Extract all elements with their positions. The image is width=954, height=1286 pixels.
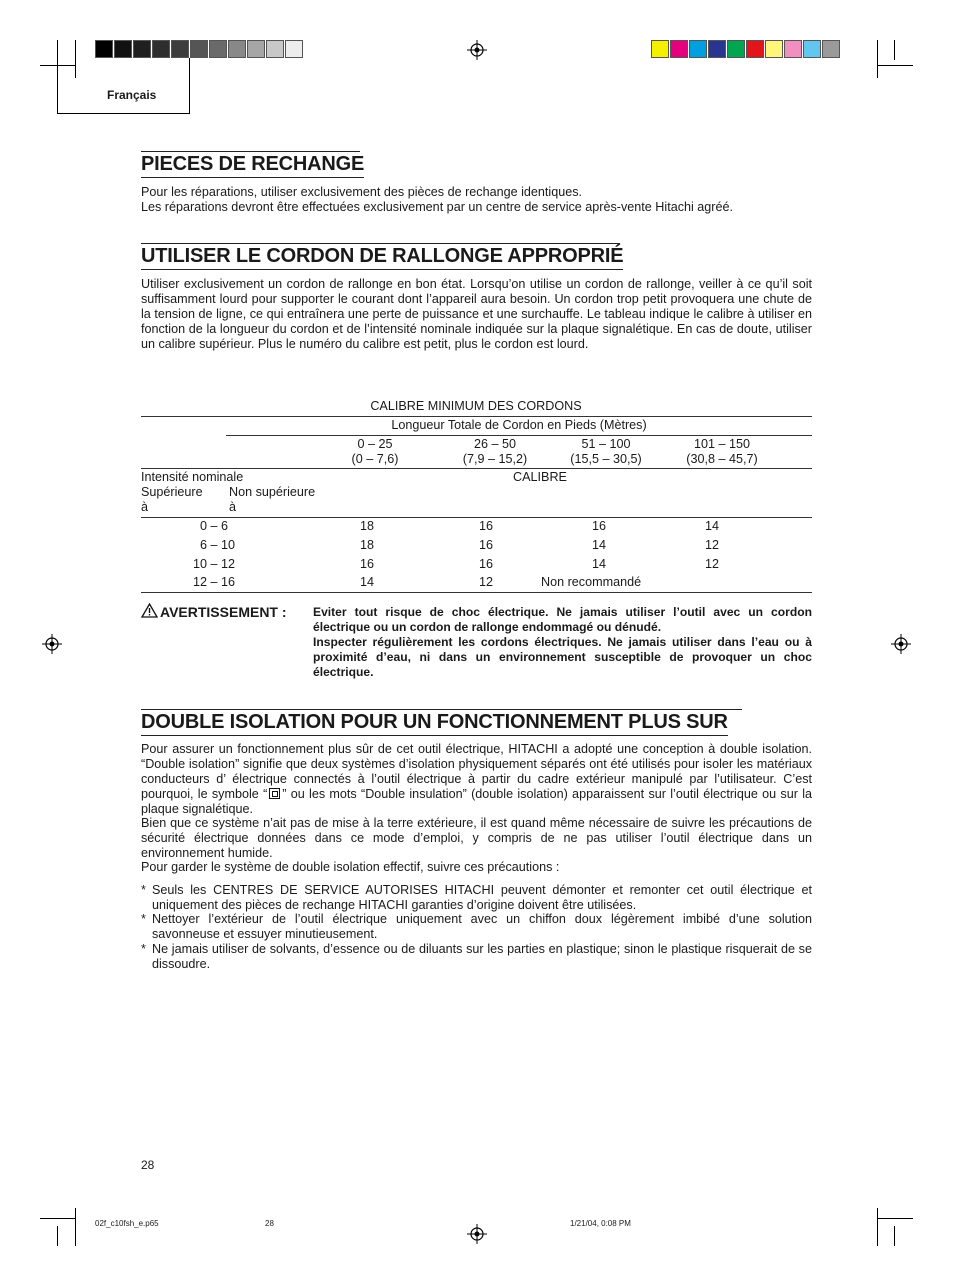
section-title-double-isolation: DOUBLE ISOLATION POUR UN FONCTIONNEMENT PLUS SUR xyxy=(141,710,728,736)
list-item xyxy=(141,942,812,972)
rating-label: Intensité nominale xyxy=(141,470,244,484)
color-swatch xyxy=(803,40,821,58)
color-swatch xyxy=(727,40,745,58)
registration-mark-icon xyxy=(467,40,487,60)
bullet-star: * xyxy=(141,883,146,897)
calibre-label: CALIBRE xyxy=(513,470,567,484)
page-number: 28 xyxy=(141,1158,155,1172)
table-cell: 12 xyxy=(704,557,720,571)
bullet-text: Ne jamais utiliser de solvants, d’essence ou de diluants sur les parties en plastique; sinon le plastique risquerait de se dissoudre. xyxy=(152,942,812,971)
warning-line-1: Eviter tout risque de choc électrique. Ne jamais utiliser l’outil avec un cordon électrique ou un cordon de rallonge endommagé ou dénudé. xyxy=(313,605,812,634)
col-meters-1: (0 – 7,6) xyxy=(351,452,399,466)
color-swatch xyxy=(670,40,688,58)
slug-filename: 02f_c10fsh_e.p65 xyxy=(95,1219,159,1228)
color-swatch xyxy=(784,40,802,58)
double-insulation-icon xyxy=(269,788,280,799)
table-cell: 18 xyxy=(359,519,375,533)
section3-paragraph-2: Bien que ce système n’ait pas de mise à la terre extérieure, il est quand même nécessaire de suivre les précautions de sécurité électrique données dans ce mode d’emploi, y compris de ne pas utiliser l’outil électrique dans un environnement humide. xyxy=(141,816,812,860)
section3-p1-after: ” ou les mots “Double insulation” (double isolation) apparaissent sur l’outil électrique ou sur la plaque signalétique. xyxy=(141,787,812,816)
language-label: Français xyxy=(107,88,157,102)
table-cell: 16 xyxy=(591,519,607,533)
table-cell: 14 xyxy=(591,557,607,571)
color-swatch xyxy=(708,40,726,58)
above-label: Supérieure xyxy=(141,485,203,499)
color-swatch xyxy=(133,40,151,58)
col-feet-2: 26 – 50 xyxy=(473,437,517,451)
color-swatch xyxy=(285,40,303,58)
section3-paragraph-3: Pour garder le système de double isolation effectif, suivre ces précautions : xyxy=(141,860,560,874)
table-rule xyxy=(141,592,812,593)
table-cell: 12 xyxy=(704,538,720,552)
warning-label: AVERTISSEMENT : xyxy=(160,604,287,620)
language-tab xyxy=(57,58,190,114)
section1-line-2: Les réparations devront être effectuées exclusivement par un centre de service après-vente Hitachi agréé. xyxy=(141,200,733,214)
registration-mark-icon xyxy=(42,634,62,654)
table-cell: 12 xyxy=(478,575,494,589)
not-above-label: Non supérieure xyxy=(229,485,316,499)
color-swatch xyxy=(95,40,113,58)
col-feet-4: 101 – 150 xyxy=(693,437,751,451)
color-swatch xyxy=(689,40,707,58)
color-swatch xyxy=(171,40,189,58)
table-cell: 14 xyxy=(359,575,375,589)
table-cell: 18 xyxy=(359,538,375,552)
color-swatch xyxy=(209,40,227,58)
table-title: CALIBRE MINIMUM DES CORDONS xyxy=(370,399,582,413)
col-meters-4: (30,8 – 45,7) xyxy=(686,452,758,466)
section-title-pieces: PIECES DE RECHANGE xyxy=(141,152,364,178)
col-meters-3: (15,5 – 30,5) xyxy=(570,452,642,466)
col-feet-1: 0 – 25 xyxy=(357,437,393,451)
col-meters-2: (7,9 – 15,2) xyxy=(462,452,528,466)
row-range: 6 – 10 xyxy=(199,538,235,552)
bullet-text: Seuls les CENTRES DE SERVICE AUTORISES HITACHI peuvent démonter et remonter cet outil électrique et uniquement des pièces de rechange HITACHI garanties d’origine doivent être utilisées. xyxy=(152,883,812,912)
color-swatch xyxy=(266,40,284,58)
bullet-star: * xyxy=(141,942,146,956)
table-cell: 16 xyxy=(359,557,375,571)
list-item xyxy=(141,912,812,942)
registration-mark-icon xyxy=(891,634,911,654)
warning-heading xyxy=(141,603,287,620)
color-swatch xyxy=(651,40,669,58)
row-range: 10 – 12 xyxy=(192,557,235,571)
list-item xyxy=(141,883,812,913)
row-range: 0 – 6 xyxy=(199,519,228,533)
above-label-a: à xyxy=(141,500,149,514)
color-swatch xyxy=(152,40,170,58)
section2-paragraph: Utiliser exclusivement un cordon de rallonge en bon état. Lorsqu’on utilise un cordon de rallonge, veiller à ce qu’il soit suffisamment lourd pour supporter le courant dont l’appareil aura besoin. Un cordon trop petit provoquera une chute de la tension de ligne, ce qui entraînera une perte de puissance et une surchauffe. Le tableau indique le calibre à utiliser en fonction de la longueur du cordon et de l’intensité nominale indiquée sur la plaque signalétique. En cas de doute, utiliser un calibre supérieur. Plus le numéro du calibre est petit, plus le cordon est lourd. xyxy=(141,277,812,351)
not-recommended: Non recommandé xyxy=(541,575,642,589)
table-cell: 14 xyxy=(704,519,720,533)
warning-text xyxy=(313,605,812,680)
color-swatch xyxy=(190,40,208,58)
table-cell: 16 xyxy=(478,557,494,571)
table-rule xyxy=(141,517,812,518)
bullet-text: Nettoyer l’extérieur de l’outil électrique uniquement avec un chiffon doux légèrement imbibé d’une solution savonneuse et essuyer minutieusement. xyxy=(152,912,812,941)
table-cell: 14 xyxy=(591,538,607,552)
section-title-cordon: UTILISER LE CORDON DE RALLONGE APPROPRIÉ xyxy=(141,244,623,270)
color-swatch xyxy=(247,40,265,58)
warning-line-2: Inspecter régulièrement les cordons électriques. Ne jamais utiliser dans l’eau ou à proximité d’eau, ni dans un environnement susceptible de provoquer un choc électrique. xyxy=(313,635,812,679)
section3-p1-before: Pour assurer un fonctionnement plus sûr de cet outil électrique, HITACHI a adopté une conception à double isolation. “Double isolation” signifie que deux systèmes d’isolation physiquement séparés ont été utilisés pour isoler les matériaux conducteurs d’ électrique connectés à l’outil électrique à partir du cadre extérieur manipulé par l’utilisateur. C’est pourquoi, le symbole “ xyxy=(141,742,812,801)
slug-page: 28 xyxy=(265,1219,274,1228)
slug-timestamp: 1/21/04, 0:08 PM xyxy=(570,1219,631,1228)
row-range: 12 – 16 xyxy=(192,575,235,589)
color-swatch xyxy=(228,40,246,58)
color-swatch xyxy=(822,40,840,58)
color-swatch xyxy=(765,40,783,58)
color-swatch xyxy=(746,40,764,58)
color-swatch xyxy=(114,40,132,58)
length-header: Longueur Totale de Cordon en Pieds (Mètres) xyxy=(391,418,647,432)
section1-line-1: Pour les réparations, utiliser exclusivement des pièces de rechange identiques. xyxy=(141,185,583,199)
table-rule xyxy=(141,468,812,469)
table-cell: 16 xyxy=(478,519,494,533)
registration-mark-icon xyxy=(467,1224,487,1244)
table-cell: 16 xyxy=(478,538,494,552)
not-above-label-a: à xyxy=(229,500,237,514)
warning-triangle-icon xyxy=(141,603,158,618)
section3-paragraph-1 xyxy=(141,742,812,817)
col-feet-3: 51 – 100 xyxy=(581,437,631,451)
table-rule xyxy=(141,416,812,417)
bullet-star: * xyxy=(141,912,146,926)
table-rule xyxy=(226,435,812,436)
